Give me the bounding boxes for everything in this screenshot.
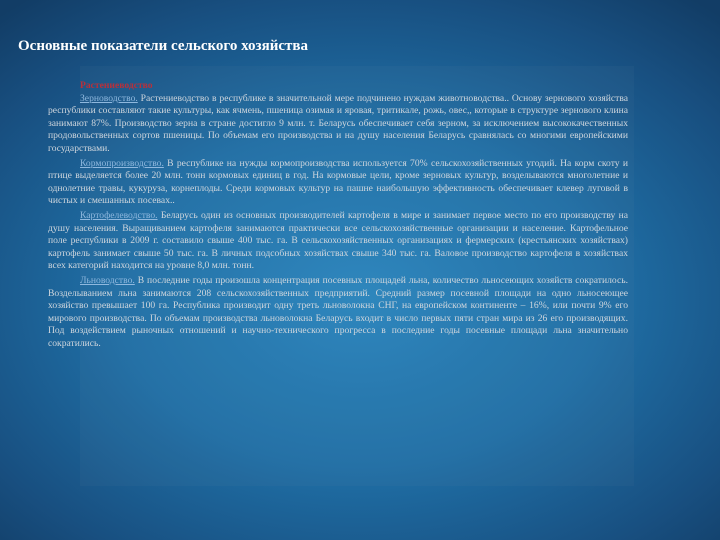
slide-content — [48, 80, 628, 352]
paragraph-text: В республике на нужды кормопроизводства используется 70% сельскохозяйственных угодий. На корм скоту и птице выделяется более 20 млн. тонн кормовых единиц в год. На кормовые цели, кроме зерновых культур, возделываются многолетние и однолетние травы, кукуруза, корнеплоды. Среди кормовых культур на пашне наибольшую эффективность обеспечивает клевер луговой в чистых и смешанных посевах.. — [48, 157, 628, 207]
paragraph-fodder-production — [48, 158, 628, 208]
term-flax-growing: Льноводство. — [80, 274, 135, 286]
term-fodder-production: Кормопроизводство. — [80, 157, 164, 169]
term-potato-growing: Картофелеводство. — [80, 209, 158, 221]
slide-title: Основные показатели сельского хозяйства — [18, 38, 308, 54]
paragraph-text: Растениеводство в республике в значительной мере подчинено нуждам животноводства.. Основу зернового хозяйства республики составляют такие культуры, как ячмень, пшеница озимая и яровая, тритикале, рожь, овес,, которые в структуре зернового клина занимают 87%. Производство зерна в стране достигло 9 млн. т. Беларусь обеспечивает себя зерном, за исключением высококачественных продовольственных сортов пшеницы. По объемам его производства и на душу населения Беларусь сравнялась со многими европейскими государствами. — [48, 92, 628, 154]
section-heading: Растениеводство — [80, 80, 153, 91]
paragraph-flax-growing — [48, 275, 628, 351]
paragraph-text: Беларусь один из основных производителей картофеля в мире и занимает первое место по его производству на душу населения. Выращиванием картофеля занимаются практически все сельскохозяйственные организации и население. Картофельное поле республики в 2009 г. составило свыше 400 тыс. га. В сельскохозяйственных организациях и фермерских (крестьянских хозяйствах) картофель занимает свыше 50 тыс. га. В личных подсобных хозяйствах свыше 340 тыс. га. Валовое производство картофеля в хозяйствах всех категорий находится на уровне 8,0 млн. тонн. — [48, 209, 628, 272]
paragraph-grain-farming — [48, 93, 628, 156]
paragraph-text: В последние годы произошла концентрация посевных площадей льна, количество льносеющих хозяйств сократилось. Возделыванием льна занимаются 208 сельскохозяйственных предприятий. Средний размер посевной площади на одно льносеющее хозяйство превышает 100 га. Республика производит одну треть льноволокна СНГ, на европейском континенте – 16%, или почти 9% его мирового производства. По объемам производства льноволокна Беларусь входит в число первых пяти стран мира из 26 его производящих. Под воздействием рыночных отношений и научно-технического прогресса в последние годы посевные площади льна значительно сократились. — [48, 274, 628, 349]
paragraph-potato-growing — [48, 210, 628, 273]
term-grain-farming: Зерноводство. — [80, 92, 138, 104]
